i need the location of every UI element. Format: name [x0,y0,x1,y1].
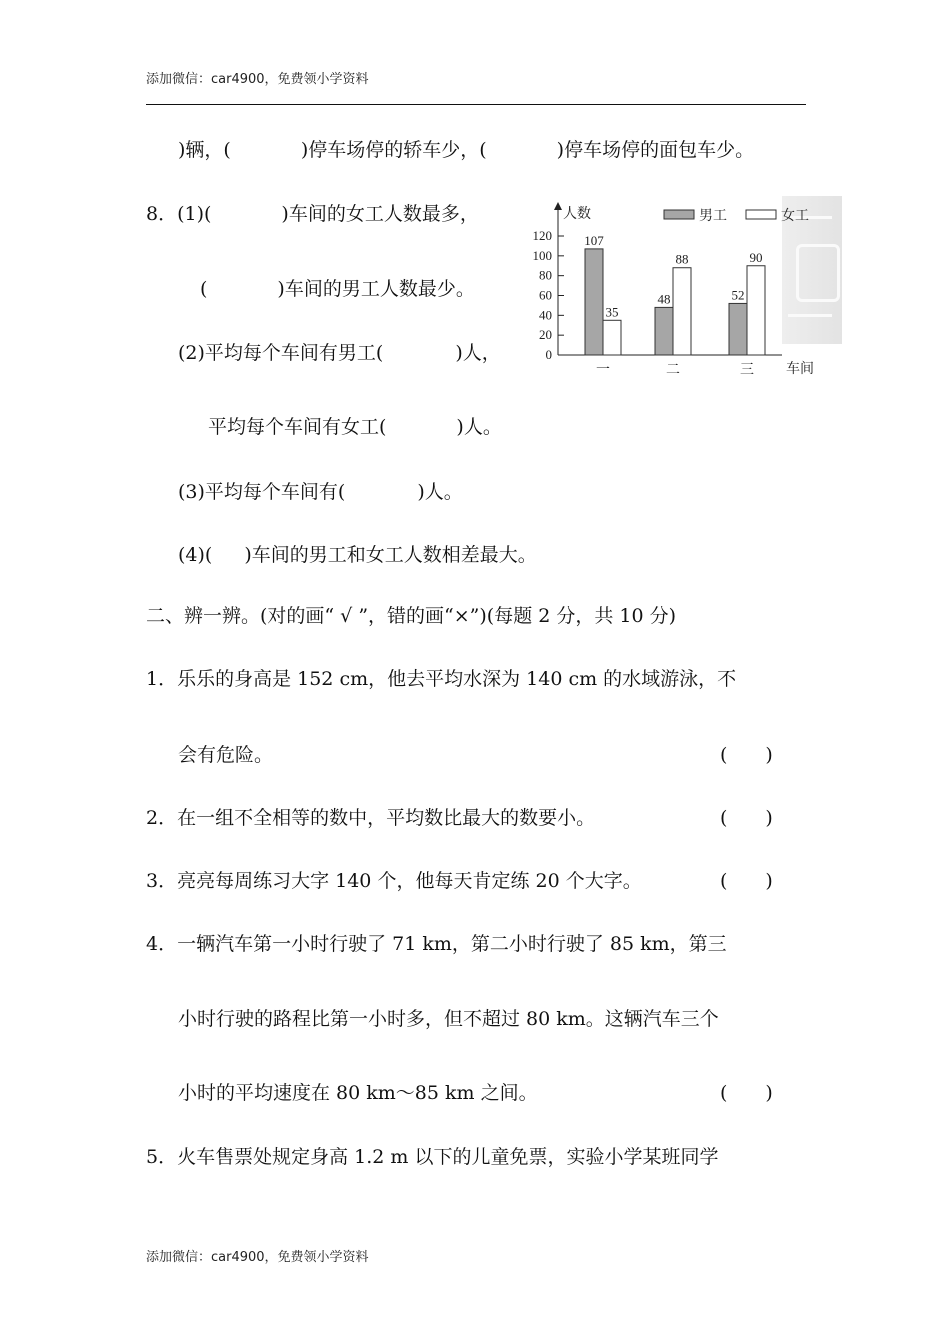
y-tick-label: 100 [532,247,552,263]
s2-item2-answer[interactable]: ( ) [720,807,773,829]
s2-item1-line1: 1．乐乐的身高是 152 cm，他去平均水深为 140 cm 的水域游泳，不 [146,668,737,690]
s2-item5-line1: 5．火车售票处规定身高 1.2 m 以下的儿童免票，实验小学某班同学 [146,1146,719,1168]
footer-promo: 添加微信：car4900，免费领小学资料 [146,1250,369,1265]
bar-male [729,303,747,355]
bar-male [655,307,673,355]
s2-item4-line2: 小时行驶的路程比第一小时多，但不超过 80 km。这辆汽车三个 [178,1008,719,1030]
header-rule [146,104,806,105]
x-tick-label: 三 [740,363,754,378]
bar-female [603,320,621,355]
y-tick-label: 0 [545,347,552,362]
y-axis-title: 人数 [563,207,591,222]
s2-item1-line2: 会有危险。 [178,744,274,766]
s2-item1-answer[interactable]: ( ) [720,744,773,766]
legend-label: 女工 [781,209,809,224]
s2-item4-number: 4． [146,933,178,955]
q8-part1a: 8．(1)( )车间的女工人数最多， [146,203,479,225]
q8-part1b: ( )车间的男工人数最少。 [200,278,475,300]
s2-item4-answer[interactable]: ( ) [720,1082,773,1104]
legend-label: 男工 [699,209,727,224]
bar-male [585,249,603,355]
y-tick-label: 20 [539,327,552,343]
s2-item2-number: 2． [146,807,178,829]
s2-item5-number: 5． [146,1146,178,1168]
y-tick-label: 80 [539,267,552,283]
bar-female [673,268,691,355]
s2-item4-line1: 4．一辆汽车第一小时行驶了 71 km，第二小时行驶了 85 km，第三 [146,933,727,955]
s2-item3-answer[interactable]: ( ) [720,870,773,892]
bar-value-label: 90 [749,249,763,265]
section2-title: 二、辨一辨。(对的画“ √ ”，错的画“×”)(每题 2 分，共 10 分) [146,605,677,627]
legend-swatch [746,210,776,219]
x-axis-title: 车间 [786,362,814,377]
continuation-line: )辆，( )停车场停的轿车少，( )停车场停的面包车少。 [178,139,755,161]
q8-part4: (4)( )车间的男工和女工人数相差最大。 [178,544,537,566]
s2-item2-line1: 2．在一组不全相等的数中，平均数比最大的数要小。 [146,807,596,829]
bar-value-label: 48 [657,291,671,307]
bar-chart [520,196,820,386]
s2-item1-number: 1． [146,668,178,690]
x-tick-label: 一 [596,363,610,378]
s2-item3-line1: 3．亮亮每周练习大字 140 个，他每天肯定练 20 个大字。 [146,870,642,892]
bar-female [747,266,765,355]
y-tick-label: 120 [532,228,552,243]
header-promo: 添加微信：car4900，免费领小学资料 [146,72,369,87]
y-tick-label: 60 [539,287,552,303]
bar-value-label: 52 [731,287,745,303]
y-tick-label: 40 [539,307,552,323]
bar-value-label: 107 [584,232,604,248]
q8-number: 8． [146,203,178,225]
legend-swatch [664,210,694,219]
q8-part2b: 平均每个车间有女工( )人。 [208,416,502,438]
bar-value-label: 88 [675,251,689,267]
q8-part2a: (2)平均每个车间有男工( )人， [178,342,501,364]
q8-part3: (3)平均每个车间有( )人。 [178,481,463,503]
s2-item3-number: 3． [146,870,178,892]
x-tick-label: 二 [666,363,680,378]
bar-value-label: 35 [605,304,619,320]
s2-item4-line3: 小时的平均速度在 80 km～85 km 之间。 [178,1082,538,1104]
